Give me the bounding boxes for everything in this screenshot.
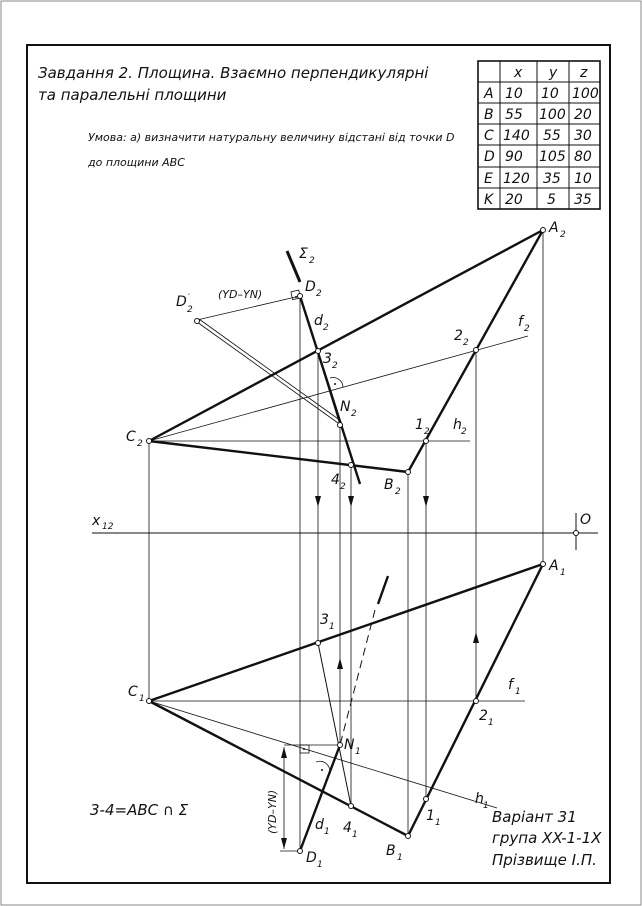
table-row-c-name: C <box>484 128 494 144</box>
table-row-d-z: 80 <box>574 149 592 165</box>
label-a2: A <box>549 220 559 236</box>
label-sigma2: Σ <box>299 246 308 262</box>
label-sigma2-sub: 2 <box>309 256 315 266</box>
point-c1 <box>147 699 152 704</box>
table-row-b-z: 20 <box>574 107 592 123</box>
triangle-abc-front <box>149 230 543 472</box>
label-2-2-sub: 2 <box>463 338 469 348</box>
label-a2-sub: 2 <box>560 230 566 240</box>
label-c1: C <box>128 684 138 700</box>
table-row-a-name: A <box>484 86 494 102</box>
point-n2 <box>338 423 343 428</box>
label-f1: f <box>508 677 513 693</box>
right-angle-dot-d2 <box>295 296 297 298</box>
right-angle-dot-n1 <box>303 748 305 750</box>
label-a1-sub: 1 <box>560 568 566 578</box>
label-4-2-sub: 2 <box>340 482 346 492</box>
label-d2-line-sub: 2 <box>323 323 329 333</box>
label-c2: C <box>126 429 136 445</box>
label-n2: N <box>340 399 351 415</box>
table-row-e-z: 10 <box>574 171 592 187</box>
point-a1 <box>541 562 546 567</box>
label-n2-sub: 2 <box>351 409 357 419</box>
condition-line-1: Умова: а) визначити натуральну величину відстані від точки D <box>88 131 455 144</box>
table-row-a-x: 10 <box>505 86 523 102</box>
label-d2-prime-sub: 2 <box>187 305 193 315</box>
point-2-2 <box>474 348 479 353</box>
label-3-2-sub: 2 <box>332 361 338 371</box>
label-a1: A <box>549 558 559 574</box>
label-f2-sub: 2 <box>524 324 530 334</box>
right-angle-dot-h1 <box>321 769 323 771</box>
label-dist-top: (YD–YN) <box>218 288 263 301</box>
point-2-1 <box>474 699 479 704</box>
condition-line-2: до площини ABC <box>88 156 185 169</box>
label-h2-sub: 2 <box>461 427 467 437</box>
table-row-e-x: 120 <box>503 171 530 187</box>
arrow-link-2-up <box>473 632 479 643</box>
label-3-2: 3 <box>323 351 332 367</box>
table-row-k-z: 35 <box>574 192 592 208</box>
table-header-x: x <box>514 65 523 81</box>
label-1-2: 1 <box>415 417 424 433</box>
label-h2: h <box>453 417 462 433</box>
point-b2 <box>406 470 411 475</box>
label-3-1: 3 <box>320 612 329 628</box>
label-1-2-sub: 2 <box>424 427 430 437</box>
origin-point <box>574 531 579 536</box>
dim-arrow-bottom <box>281 838 287 849</box>
table-header-y: y <box>549 65 558 81</box>
coordinates-table <box>478 61 600 209</box>
sigma1-trace-top <box>378 576 388 604</box>
arrow-link-1-down <box>423 496 429 507</box>
right-angle-dot-n2 <box>334 383 336 385</box>
point-d2 <box>298 294 303 299</box>
label-3-1-sub: 1 <box>329 622 335 632</box>
point-n1 <box>338 743 343 748</box>
label-2-2: 2 <box>454 328 463 344</box>
table-row-b-x: 55 <box>505 107 523 123</box>
table-row-a-y: 10 <box>541 86 559 102</box>
label-c1-sub: 1 <box>139 694 145 704</box>
label-2-1: 2 <box>479 708 488 724</box>
arrow-link-3-down <box>315 496 321 507</box>
label-n1-sub: 1 <box>355 747 361 757</box>
label-b2: B <box>384 477 394 493</box>
label-f2: f <box>518 314 523 330</box>
label-n1: N <box>344 737 355 753</box>
point-a2 <box>541 228 546 233</box>
label-d1-line-sub: 1 <box>324 827 330 837</box>
label-d2-line: d <box>314 313 323 329</box>
label-4-1: 4 <box>343 820 352 836</box>
point-3-2 <box>316 349 321 354</box>
axis-label: x <box>92 513 101 529</box>
table-row-d-x: 90 <box>505 149 523 165</box>
label-h1: h <box>475 791 484 807</box>
point-4-1 <box>349 804 354 809</box>
variant-line-2: група XX-1-1X <box>492 829 602 847</box>
table-row-a-z: 100 <box>572 86 599 102</box>
origin-label: O <box>580 512 592 528</box>
label-d2-sub: 2 <box>316 289 322 299</box>
intersection-note: 3-4=ABC ∩ Σ <box>90 801 189 819</box>
table-row-e-y: 35 <box>543 171 561 187</box>
variant-line-1: Варіант 31 <box>492 808 577 826</box>
point-b1 <box>406 834 411 839</box>
point-1-2 <box>424 439 429 444</box>
right-angle-arc-n2 <box>330 378 343 387</box>
table-row-b-y: 100 <box>539 107 566 123</box>
projection-links <box>149 230 543 851</box>
label-4-1-sub: 1 <box>352 830 358 840</box>
label-4-2: 4 <box>331 472 340 488</box>
label-d1: D <box>306 850 317 866</box>
table-row-k-name: K <box>484 192 494 208</box>
sigma1-trace-dashed <box>340 610 375 745</box>
line-3-4-top <box>318 643 351 806</box>
title-line-2: та паралельні площини <box>38 86 227 104</box>
label-b1-sub: 1 <box>397 853 403 863</box>
label-d2-prime-mark: ′ <box>188 293 191 303</box>
label-c2-sub: 2 <box>137 439 143 449</box>
label-f1-sub: 1 <box>515 687 521 697</box>
table-row-b-name: B <box>484 107 494 123</box>
table-row-d-y: 105 <box>539 149 566 165</box>
arrow-link-n-up <box>337 658 343 669</box>
label-d1-line: d <box>315 817 324 833</box>
table-row-c-y: 55 <box>543 128 561 144</box>
arrow-link-4-down <box>348 496 354 507</box>
title-line-1: Завдання 2. Площина. Взаємно перпендикулярні <box>38 64 429 82</box>
point-4-2 <box>349 463 354 468</box>
table-row-e-name: E <box>484 171 493 187</box>
table-row-c-x: 140 <box>503 128 530 144</box>
label-2-1-sub: 1 <box>488 718 494 728</box>
point-c2 <box>147 439 152 444</box>
axis-label-sub: 12 <box>102 522 114 532</box>
label-d2: D <box>305 279 316 295</box>
label-dist-bottom: (YD–YN) <box>266 789 279 834</box>
table-row-k-x: 20 <box>505 192 523 208</box>
table-row-c-z: 30 <box>574 128 592 144</box>
label-d2-prime: D <box>176 294 187 310</box>
label-b2-sub: 2 <box>395 487 401 497</box>
dim-arrow-top <box>281 747 287 758</box>
variant-line-3: Прізвище І.П. <box>492 851 597 869</box>
triangle-abc-top <box>149 564 543 836</box>
table-header-z: z <box>580 65 588 81</box>
label-1-1-sub: 1 <box>435 818 441 828</box>
point-1-1 <box>424 797 429 802</box>
label-b1: B <box>386 843 396 859</box>
point-d1 <box>298 849 303 854</box>
point-3-1 <box>316 641 321 646</box>
rotation-line-b <box>199 319 341 421</box>
table-row-d-name: D <box>484 149 495 165</box>
point-d2-prime <box>195 319 200 324</box>
label-d1-sub: 1 <box>317 860 323 870</box>
label-h1-sub: 1 <box>483 801 489 811</box>
table-row-k-y: 5 <box>547 192 556 208</box>
label-1-1: 1 <box>426 808 435 824</box>
